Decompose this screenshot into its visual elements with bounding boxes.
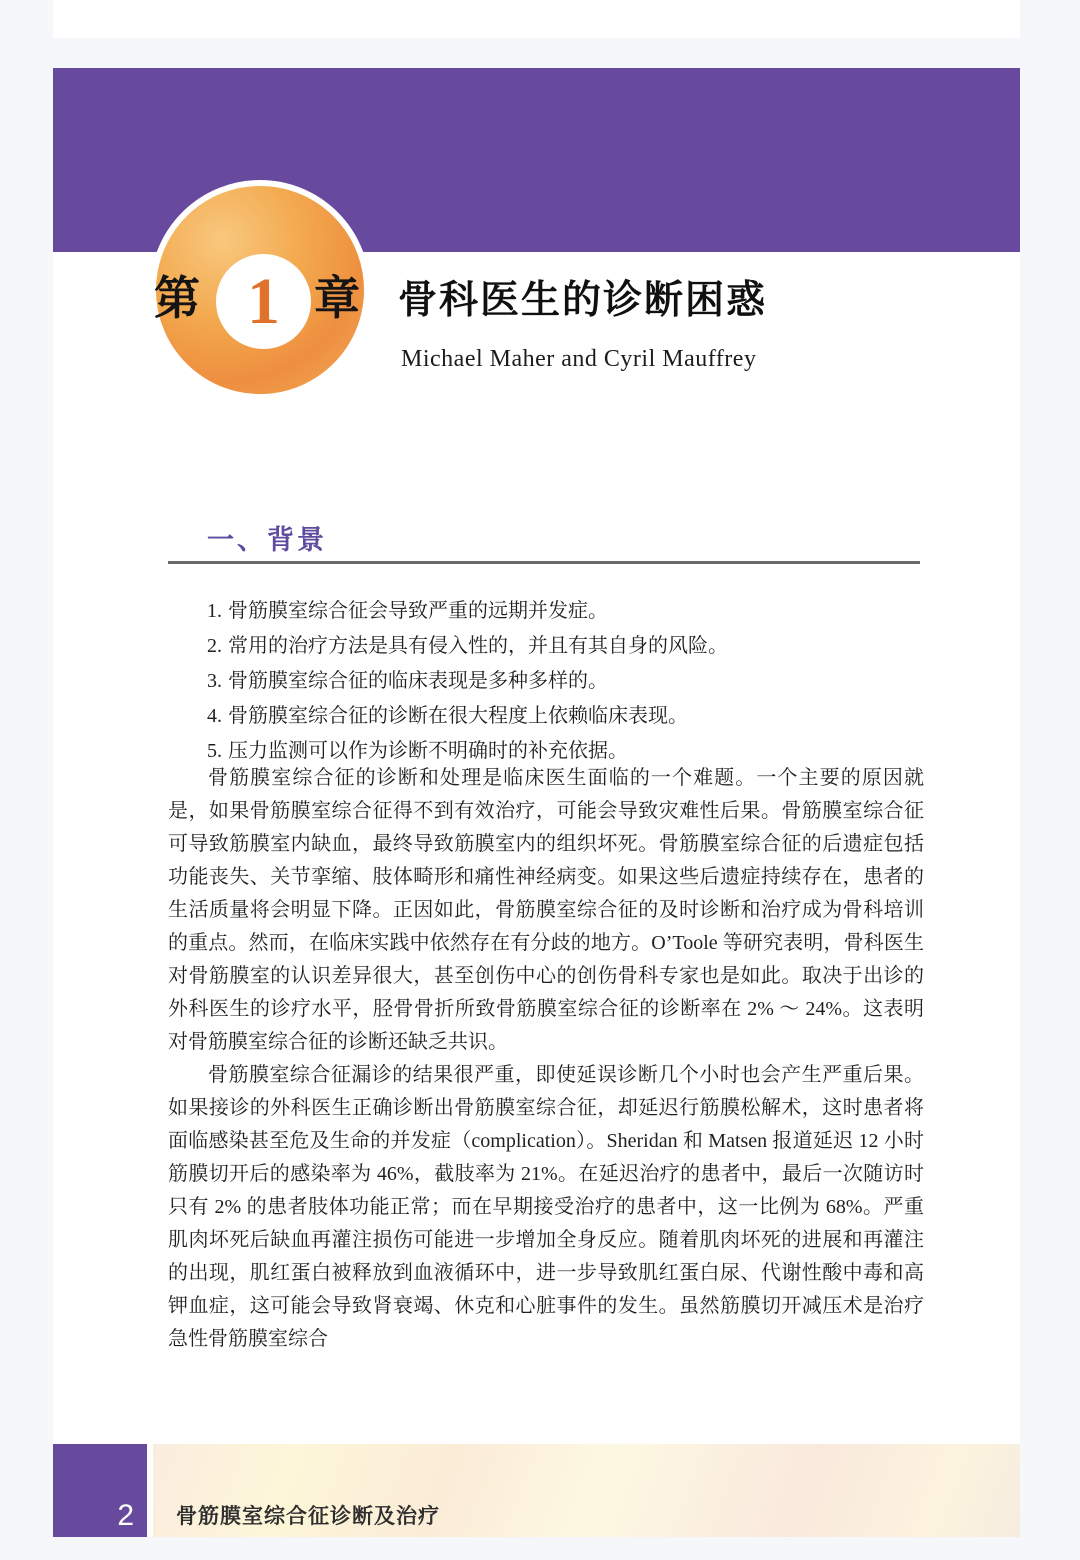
footer-running-title-band [153,1444,1020,1537]
chapter-prefix-label: 第 [154,273,200,324]
chapter-title: 骨科医生的诊断困惑 [398,279,768,322]
list-item [207,629,923,664]
page [53,68,1020,1537]
list-item-number: 5. [207,740,222,762]
page-number: 2 [117,1499,134,1532]
chapter-suffix-label: 章 [314,273,360,324]
body-text [168,762,924,1356]
paragraph: 骨筋膜室综合征漏诊的结果很严重，即使延误诊断几个小时也会产生严重后果。如果接诊的外科医生正确诊断出骨筋膜室综合征，却延迟行筋膜松解术，这时患者将面临感染甚至危及生命的并发症（complication）。Sheridan 和 Matsen 报道延迟 12 小时筋膜切开后的感染率为 46%，截肢率为 21%。在延迟治疗的患者中，最后一次随访时只有 2% 的患者肢体功能正常；而在早期接受治疗的患者中，这一比例为 68%。严重肌肉坏死后缺血再灌注损伤可能进一步增加全身反应。随着肌肉坏死的进展和再灌注的出现，肌红蛋白被释放到血液循环中，进一步导致肌红蛋白尿、代谢性酸中毒和高钾血症，这可能会导致肾衰竭、休克和心脏事件的发生。虽然筋膜切开减压术是治疗急性骨筋膜室综合 [168,1064,924,1350]
paragraph: 骨筋膜室综合征的诊断和处理是临床医生面临的一个难题。一个主要的原因就是，如果骨筋膜室综合征得不到有效治疗，可能会导致灾难性后果。骨筋膜室综合征可导致筋膜室内缺血，最终导致筋膜室内的组织坏死。骨筋膜室综合征的后遗症包括功能丧失、关节挛缩、肢体畸形和痛性神经病变。如果这些后遗症持续存在，患者的生活质量将会明显下降。正因如此，骨筋膜室综合征的及时诊断和治疗成为骨科培训的重点。然而，在临床实践中依然存在有分歧的地方。O’Toole 等研究表明，骨科医生对骨筋膜室的认识差异很大，甚至创伤中心的创伤骨科专家也是如此。取决于出诊的外科医生的诊疗水平，胫骨骨折所致骨筋膜室综合征的诊断率在 2% ～ 24%。这表明对骨筋膜室综合征的诊断还缺乏共识。 [168,767,924,1053]
list-item-number: 1. [207,600,222,622]
footer-page-number-block [53,1444,147,1537]
list-item-text: 骨筋膜室综合征会导致严重的远期并发症。 [228,600,608,622]
list-item-number: 4. [207,705,222,727]
key-points-list [207,594,923,769]
list-item [207,594,923,629]
list-item-number: 2. [207,635,222,657]
list-item-text: 压力监测可以作为诊断不明确时的补充依据。 [228,740,628,762]
chapter-number: 1 [247,264,280,338]
list-item-number: 3. [207,670,222,692]
section-heading: 一、背景 [207,525,327,555]
list-item [207,664,923,699]
chapter-number-circle [216,254,311,349]
list-item [207,699,923,734]
chapter-authors: Michael Maher and Cyril Mauffrey [401,346,757,372]
list-item-text: 常用的治疗方法是具有侵入性的，并且有其自身的风险。 [228,635,728,657]
previous-page-sliver [53,0,1020,38]
section-divider-rule [168,561,920,564]
footer-book-title: 骨筋膜室综合征诊断及治疗 [176,1504,440,1528]
list-item-text: 骨筋膜室综合征的诊断在很大程度上依赖临床表现。 [228,705,688,727]
list-item-text: 骨筋膜室综合征的临床表现是多种多样的。 [228,670,608,692]
